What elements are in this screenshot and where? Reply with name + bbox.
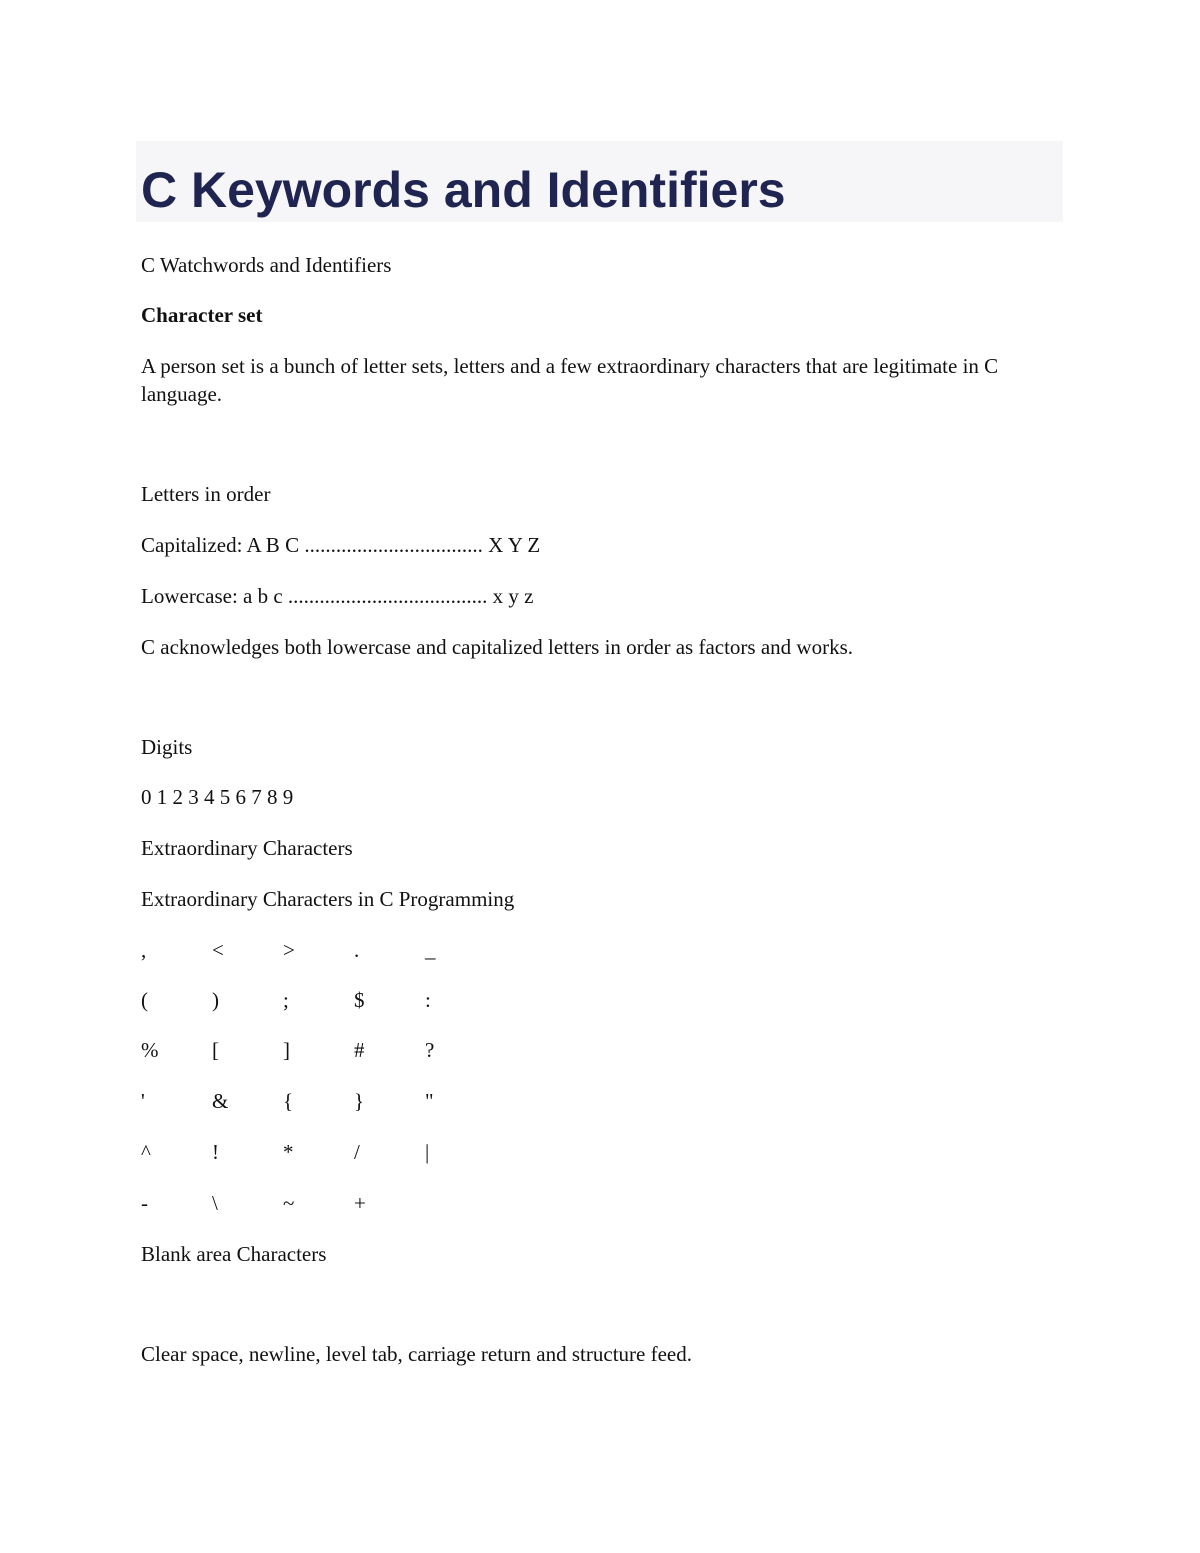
- char-cell: ]: [283, 1038, 290, 1062]
- page-title: C Keywords and Identifiers: [141, 162, 786, 218]
- char-cell: ;: [283, 988, 289, 1012]
- char-cell: $: [354, 988, 365, 1012]
- char-row: [141, 1189, 501, 1217]
- char-cell: \: [212, 1191, 218, 1215]
- char-cell: *: [283, 1140, 294, 1164]
- char-cell: ,: [141, 938, 147, 962]
- char-cell: +: [354, 1191, 366, 1215]
- uppercase-line: Capitalized: A B C .................................. X Y Z: [141, 533, 541, 557]
- char-cell: ?: [425, 1038, 435, 1062]
- char-cell: ): [212, 988, 219, 1012]
- char-cell: [: [212, 1038, 219, 1062]
- char-cell: {: [283, 1089, 294, 1113]
- special-characters-heading: Extraordinary Characters: [141, 836, 353, 860]
- char-cell: <: [212, 938, 224, 962]
- char-cell: !: [212, 1140, 219, 1164]
- lowercase-line: Lowercase: a b c ...................................... x y z: [141, 584, 534, 608]
- char-cell: /: [354, 1140, 360, 1164]
- char-cell: ~: [283, 1191, 295, 1215]
- char-cell: (: [141, 988, 148, 1012]
- whitespace-heading: Blank area Characters: [141, 1242, 327, 1266]
- char-cell: .: [354, 938, 360, 962]
- char-row: [141, 1087, 501, 1115]
- whitespace-line: Clear space, newline, level tab, carriage return and structure feed.: [141, 1342, 692, 1366]
- char-cell: &: [212, 1089, 229, 1113]
- char-row: [141, 1138, 501, 1166]
- char-cell: -: [141, 1191, 148, 1215]
- digits-line: 0 1 2 3 4 5 6 7 8 9: [141, 785, 294, 809]
- char-cell: >: [283, 938, 295, 962]
- char-cell: }: [354, 1089, 365, 1113]
- subtitle: C Watchwords and Identifiers: [141, 253, 392, 277]
- intro-paragraph: A person set is a bunch of letter sets, letters and a few extraordinary characters that are legitimate in C language.: [141, 354, 999, 406]
- char-row: [141, 986, 501, 1014]
- char-cell: |: [425, 1140, 430, 1164]
- digits-heading: Digits: [141, 735, 193, 759]
- letters-note: C acknowledges both lowercase and capitalized letters in order as factors and works.: [141, 635, 853, 659]
- char-cell: %: [141, 1038, 159, 1062]
- letters-heading: Letters in order: [141, 482, 271, 506]
- char-cell: ": [425, 1089, 434, 1113]
- char-cell: ^: [141, 1140, 151, 1164]
- char-cell: :: [425, 988, 431, 1012]
- section-heading-character-set: Character set: [141, 303, 263, 327]
- char-row: [141, 936, 501, 964]
- char-cell: ': [141, 1089, 145, 1113]
- char-row: [141, 1036, 501, 1064]
- char-cell: #: [354, 1038, 365, 1062]
- char-cell: _: [425, 938, 436, 962]
- special-characters-subheading: Extraordinary Characters in C Programming: [141, 887, 515, 911]
